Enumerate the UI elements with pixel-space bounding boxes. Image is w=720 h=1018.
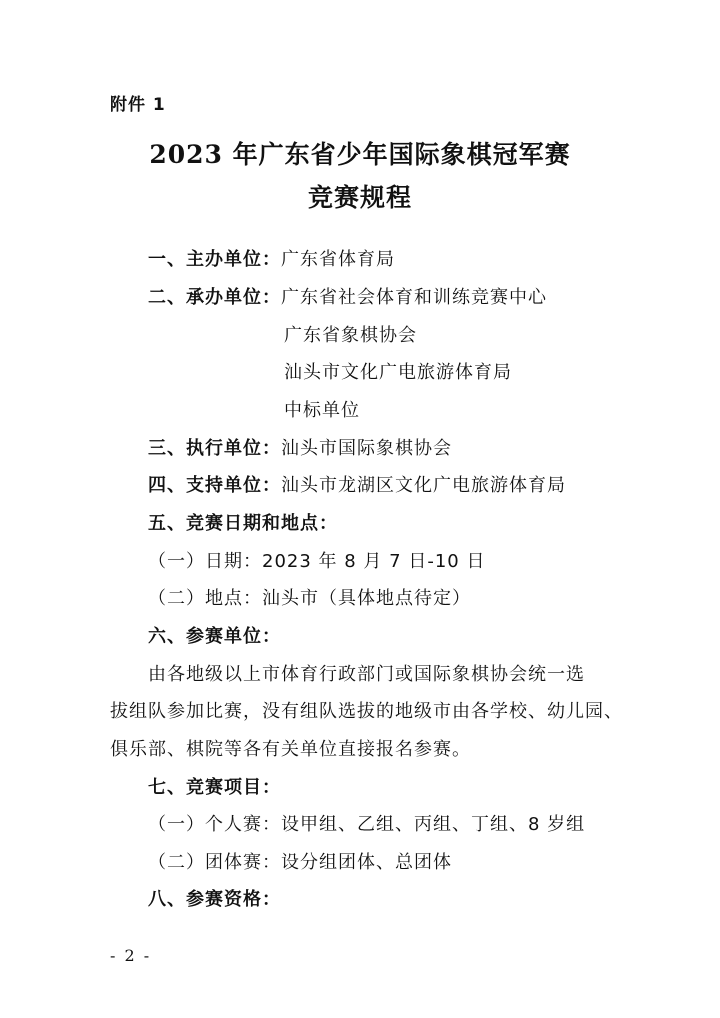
undertaker-value: 汕头市文化广电旅游体育局 (284, 362, 512, 383)
section-executor (148, 437, 452, 461)
page-number: - 2 - (110, 946, 152, 965)
section-date-place (148, 512, 338, 536)
section-value: 广东省体育局 (281, 249, 395, 270)
section-eligibility (148, 888, 281, 912)
section-participants (148, 625, 281, 649)
section-value: 汕头市龙湖区文化广电旅游体育局 (281, 475, 566, 496)
undertaker-value: 中标单位 (284, 400, 360, 421)
section-heading: 二、承办单位： (148, 287, 281, 308)
event-item: （一）个人赛：设甲组、乙组、丙组、丁组、8 岁组 (148, 814, 586, 835)
section-value: 汕头市国际象棋协会 (281, 438, 452, 459)
paragraph-line: 由各地级以上市体育行政部门或国际象棋协会统一选 (148, 664, 585, 685)
event-item: （二）团体赛：设分组团体、总团体 (148, 852, 452, 873)
date-item: （一）日期：2023 年 8 月 7 日-10 日 (148, 551, 486, 572)
place-item: （二）地点：汕头市（具体地点待定） (148, 588, 471, 609)
section-value: 广东省社会体育和训练竞赛中心 (281, 287, 547, 308)
section-heading: 三、执行单位： (148, 438, 281, 459)
section-heading: 四、支持单位： (148, 475, 281, 496)
section-undertaker (148, 286, 547, 310)
undertaker-value: 广东省象棋协会 (284, 325, 417, 346)
section-organizer (148, 248, 395, 272)
section-heading: 六、参赛单位： (148, 626, 281, 647)
section-supporter (148, 474, 566, 498)
document-subtitle: 竞赛规程 (307, 183, 412, 212)
section-heading: 八、参赛资格： (148, 889, 281, 910)
section-heading: 一、主办单位： (148, 249, 281, 270)
paragraph-line: 拔组队参加比赛，没有组队选拔的地级市由各学校、幼儿园、 (110, 701, 623, 722)
attachment-label: 附件 1 (110, 95, 166, 115)
section-events (148, 776, 281, 800)
section-heading: 五、竞赛日期和地点： (148, 513, 338, 534)
paragraph-line: 俱乐部、棋院等各有关单位直接报名参赛。 (110, 739, 471, 760)
section-heading: 七、竞赛项目： (148, 777, 281, 798)
document-title: 2023 年广东省少年国际象棋冠军赛 (149, 140, 571, 169)
